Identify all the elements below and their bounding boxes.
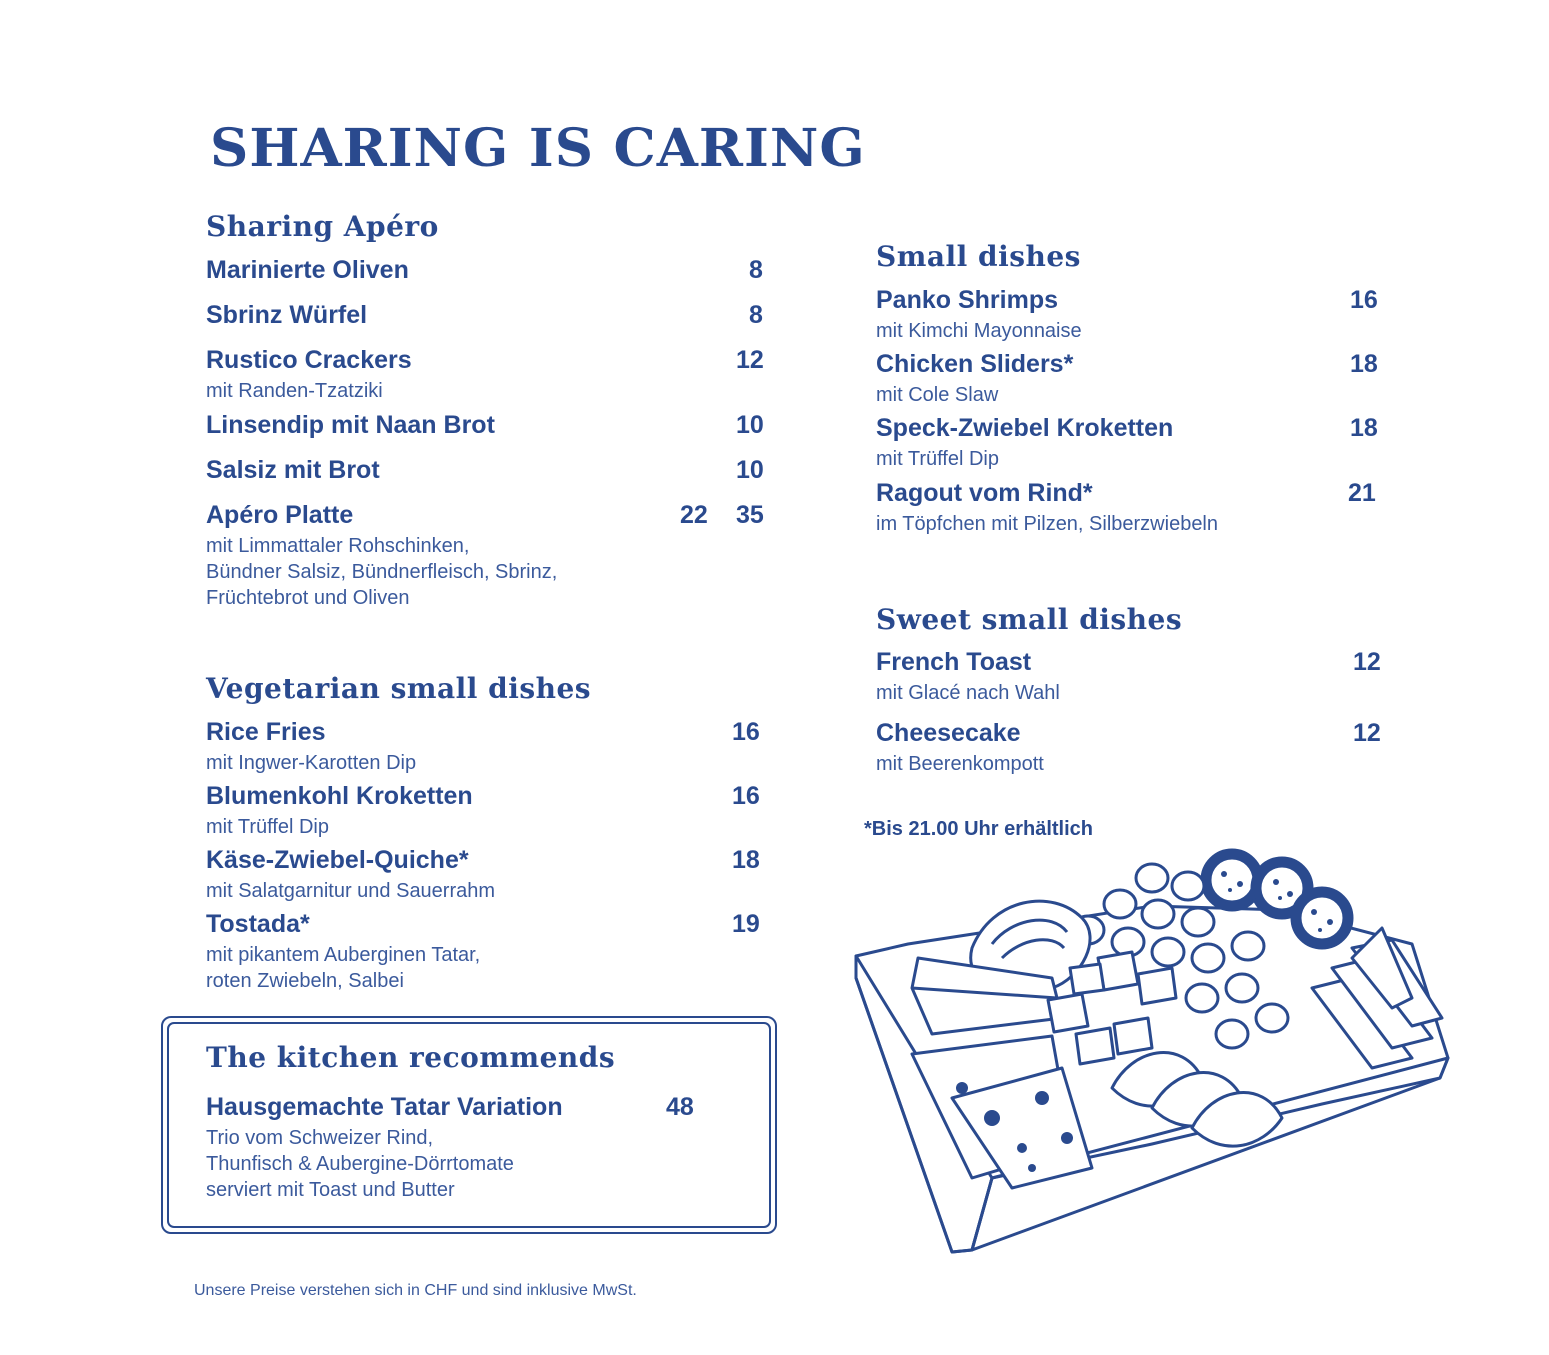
description-line: serviert mit Toast und Butter [206,1179,455,1201]
item-description [206,814,329,840]
item-name: Hausgemachte Tatar Variation [206,1093,563,1121]
description-line: mit Trüffel Dip [206,816,329,838]
item-price: 18 [1350,414,1378,442]
item-description [206,942,480,994]
item-price: 48 [666,1093,694,1121]
item-name: Chicken Sliders* [876,350,1074,378]
item-price: 12 [1353,719,1381,747]
description-line: mit pikantem Auberginen Tatar, [206,944,481,966]
item-description [876,511,1218,537]
description-line: mit Cole Slaw [876,384,999,406]
item-name: Panko Shrimps [876,286,1058,314]
item-name: Apéro Platte [206,501,354,529]
description-line: Trio vom Schweizer Rind, [206,1127,434,1149]
item-description [206,878,495,904]
description-line: mit Kimchi Mayonnaise [876,320,1082,342]
item-price: 19 [732,910,760,938]
item-name: Speck-Zwiebel Kroketten [876,414,1174,442]
item-price: 16 [1350,286,1378,314]
item-name: Blumenkohl Kroketten [206,782,473,810]
description-line: mit Trüffel Dip [876,448,999,470]
section-heading-kitchen-recommends: The kitchen recommends [206,1041,616,1074]
item-description [876,751,1044,777]
item-description [206,1125,514,1203]
item-price-small: 22 [680,501,708,529]
description-line: mit Beerenkompott [876,753,1044,775]
description-line: mit Salatgarnitur und Sauerrahm [206,880,496,902]
item-description [206,378,383,404]
item-description [876,446,999,472]
item-name: Cheesecake [876,719,1021,747]
description-line: mit Randen-Tzatziki [206,380,383,402]
item-name: Linsendip mit Naan Brot [206,411,495,439]
item-price: 10 [736,456,764,484]
item-price: 8 [749,256,763,284]
section-heading-sharing-apero: Sharing Apéro [206,210,439,243]
item-name: Rice Fries [206,718,326,746]
description-line: Bündner Salsiz, Bündnerfleisch, Sbrinz, [206,561,558,583]
item-price: 10 [736,411,764,439]
item-price: 8 [749,301,763,329]
menu-title: SHARING IS CARING [210,118,866,179]
item-description [876,382,998,408]
item-description [206,533,557,611]
item-price: 12 [1353,648,1381,676]
item-price: 18 [732,846,760,874]
item-name: Salsiz mit Brot [206,456,380,484]
section-heading-sweet-small-dishes: Sweet small dishes [876,603,1183,636]
description-line: Früchtebrot und Oliven [206,587,410,609]
section-heading-small-dishes: Small dishes [876,240,1081,273]
item-price-large: 35 [736,501,764,529]
availability-note: *Bis 21.00 Uhr erhältlich [864,818,1093,840]
item-description [876,680,1060,706]
item-description [206,750,416,776]
item-price: 18 [1350,350,1378,378]
item-name: Ragout vom Rind* [876,479,1093,507]
cheese-charcuterie-board-icon [852,848,1452,1258]
description-line: roten Zwiebeln, Salbei [206,970,404,992]
item-name: French Toast [876,648,1032,676]
section-heading-vegetarian: Vegetarian small dishes [206,672,592,705]
description-line: mit Glacé nach Wahl [876,682,1060,704]
item-name: Sbrinz Würfel [206,301,368,329]
item-name: Rustico Crackers [206,346,412,374]
item-price: 12 [736,346,764,374]
item-description [876,318,1082,344]
description-line: mit Ingwer-Karotten Dip [206,752,417,774]
item-price: 16 [732,718,760,746]
description-line: Thunfisch & Aubergine-Dörrtomate [206,1153,514,1175]
price-footnote: Unsere Preise verstehen sich in CHF und sind inklusive MwSt. [194,1282,637,1299]
description-line: mit Limmattaler Rohschinken, [206,535,470,557]
item-name: Käse-Zwiebel-Quiche* [206,846,469,874]
item-price: 21 [1348,479,1376,507]
item-name: Tostada* [206,910,310,938]
description-line: im Töpfchen mit Pilzen, Silberzwiebeln [876,513,1219,535]
item-name: Marinierte Oliven [206,256,409,284]
item-price: 16 [732,782,760,810]
